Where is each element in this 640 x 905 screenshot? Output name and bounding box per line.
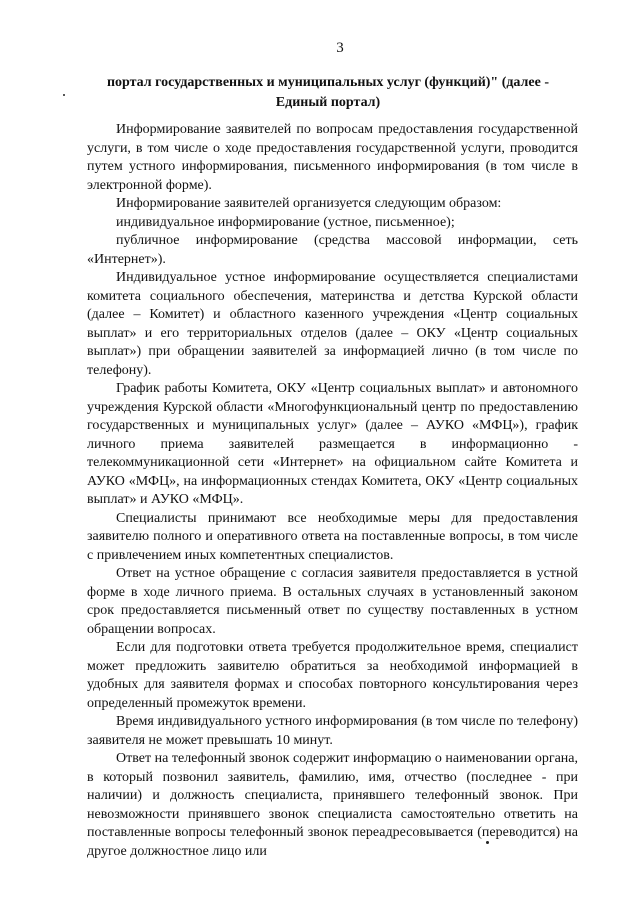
- body-text: [87, 121, 578, 861]
- section-heading: [78, 73, 578, 113]
- paragraph: Индивидуальное устное информирование осуществляется специалистами комитета социального обеспечения, материнства и детства Курской области (далее – Комитет) и областного казенного учреждения «Центр социальных выплат» и его территориальных отделов (далее – ОКУ «Центр социальных выплат») при обращении заявителей за информацией лично (в том числе по телефону).: [87, 270, 578, 378]
- paragraph: Время индивидуального устного информирования (в том числе по телефону) заявителя не может превышать 10 минут.: [87, 714, 578, 748]
- paragraph: публичное информирование (средства массовой информации, сеть «Интернет»).: [87, 233, 578, 267]
- heading-line-2: Единый портал): [275, 95, 381, 110]
- heading-line-1: портал государственных и муниципальных услуг (функций)" (далее -: [106, 75, 550, 90]
- paragraph: Если для подготовки ответа требуется продолжительное время, специалист может предложить заявителю обратиться за необходимой информацией в удобных для заявителя формах и способах повторного консультирования через определенный промежуток времени.: [87, 640, 578, 711]
- paragraph: Специалисты принимают все необходимые меры для предоставления заявителю полного и оперативного ответа на поставленные вопросы, в том числе с привлечением иных компетентных специалистов.: [87, 510, 578, 563]
- paragraph: Информирование заявителей по вопросам предоставления государственной услуги, в том числе о ходе предоставления государственной услуги, проводится путем устного информирования, письменного информирования (в том числе в электронной форме).: [87, 122, 578, 193]
- paragraph: График работы Комитета, ОКУ «Центр социальных выплат» и автономного учреждения Курской области «Многофункциональный центр по предоставлению государственных и муниципальных услуг» (далее – АУКО «МФЦ»), график личного приема заявителей размещается в информационно - телекоммуникационной сети «Интернет» на официальном сайте Комитета и АУКО «МФЦ», на информационных стендах Комитета, ОКУ «Центр социальных выплат» и АУКО «МФЦ».: [87, 381, 578, 507]
- page-number: 3: [336, 40, 344, 56]
- paragraph: Ответ на устное обращение с согласия заявителя предоставляется в устной форме в ходе личного приема. В остальных случаях в установленный законом срок предоставляется письменный ответ по существу поставленных в устном обращении вопросах.: [87, 566, 578, 637]
- paragraph: индивидуальное информирование (устное, письменное);: [116, 214, 455, 230]
- paragraph: Ответ на телефонный звонок содержит информацию о наименовании органа, в который позвонил заявитель, фамилию, имя, отчество (последнее - при наличии) и должность специалиста, принявшего телефонный звонок. При невозможности принявшего звонок специалиста самостоятельно ответить на поставленные вопросы телефонный звонок переадресовывается (переводится) на другое должностное лицо или: [87, 751, 578, 859]
- paragraph: Информирование заявителей организуется следующим образом:: [116, 196, 502, 211]
- scan-speck: [63, 94, 65, 96]
